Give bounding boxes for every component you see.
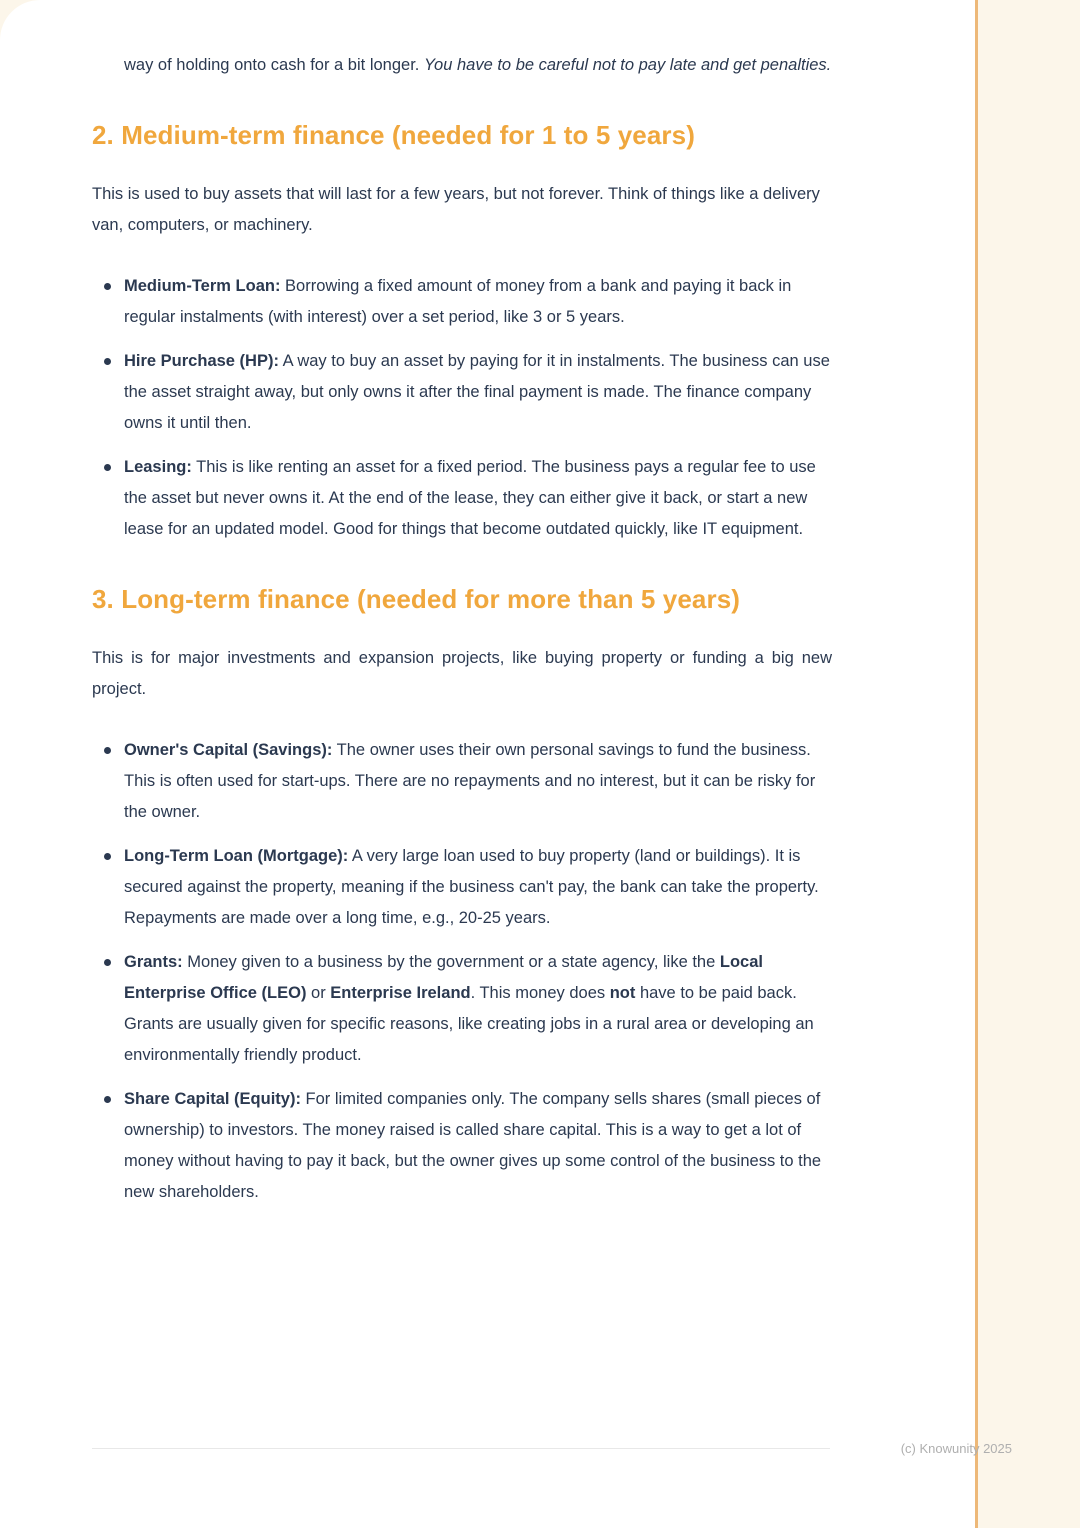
- list-item-text: Medium-Term Loan: Borrowing a fixed amount of money from a bank and paying it back in regular instalments (with interest) over a set period, like 3 or 5 years.: [124, 277, 792, 326]
- list-item-share-capital: [92, 1084, 832, 1208]
- bullet-dot: [104, 747, 111, 754]
- bullet-list-medium-term: [92, 271, 832, 545]
- continuation-paragraph: way of holding onto cash for a bit longer. You have to be careful not to pay late and get penalties.: [124, 56, 832, 74]
- list-item-text: Owner's Capital (Savings): The owner uses their own personal savings to fund the business. This is often used for start-ups. There are no repayments and no interest, but it can be risky for the owner.: [124, 741, 816, 821]
- bullet-dot: [104, 853, 111, 860]
- section-heading-medium-term: 2. Medium-term finance (needed for 1 to 5 years): [92, 120, 695, 150]
- section-intro-long-term: This is for major investments and expansion projects, like buying property or funding a big new project.: [92, 649, 832, 698]
- footer-divider: [92, 1448, 830, 1449]
- page-footer: [0, 1438, 1080, 1460]
- list-item-text: Long-Term Loan (Mortgage): A very large loan used to buy property (land or buildings). It is secured against the property, meaning if the business can't pay, the bank can take the property. Repayments are made over a long time, e.g., 20-25 years.: [124, 847, 819, 927]
- copyright-text: (c) Knowunity 2025: [900, 1441, 1012, 1456]
- bullet-list-long-term: [92, 735, 832, 1208]
- list-item-hire-purchase: [92, 346, 832, 439]
- list-item-leasing: [92, 452, 832, 545]
- bullet-dot: [104, 959, 111, 966]
- list-item-owners-capital: [92, 735, 832, 828]
- list-item-long-term-loan: [92, 841, 832, 934]
- bullet-dot: [104, 358, 111, 365]
- list-item-text: Hire Purchase (HP): A way to buy an asset by paying for it in instalments. The business can use the asset straight away, but only owns it after the final payment is made. The finance company owns it until then.: [124, 352, 830, 432]
- bullet-dot: [104, 283, 111, 290]
- page-accent-line: [975, 0, 978, 1528]
- list-item-medium-term-loan: [92, 271, 832, 333]
- list-item-text: Leasing: This is like renting an asset for a fixed period. The business pays a regular fee to use the asset but never owns it. At the end of the lease, they can either give it back, or start a new lease for an updated model. Good for things that become outdated quickly, like IT equipment.: [124, 458, 816, 538]
- list-item-text: Share Capital (Equity): For limited companies only. The company sells shares (small pieces of ownership) to investors. The money raised is called share capital. This is a way to get a lot of money without having to pay it back, but the owner gives up some control of the business to the new shareholders.: [124, 1090, 822, 1201]
- section-medium-term-finance: [92, 118, 832, 545]
- section-long-term-finance: [92, 582, 832, 1208]
- bullet-dot: [104, 1096, 111, 1103]
- list-item-text: Grants: Money given to a business by the government or a state agency, like the Local Enterprise Office (LEO) or Enterprise Ireland. This money does not have to be paid back. Grants are usually given for specific reasons, like creating jobs in a rural area or developing an environmentally friendly product.: [124, 953, 814, 1064]
- list-item-grants: [92, 947, 832, 1071]
- section-heading-long-term: 3. Long-term finance (needed for more than 5 years): [92, 584, 741, 614]
- section-intro-medium-term: This is used to buy assets that will last for a few years, but not forever. Think of things like a delivery van, computers, or machinery.: [92, 185, 820, 234]
- bullet-dot: [104, 464, 111, 471]
